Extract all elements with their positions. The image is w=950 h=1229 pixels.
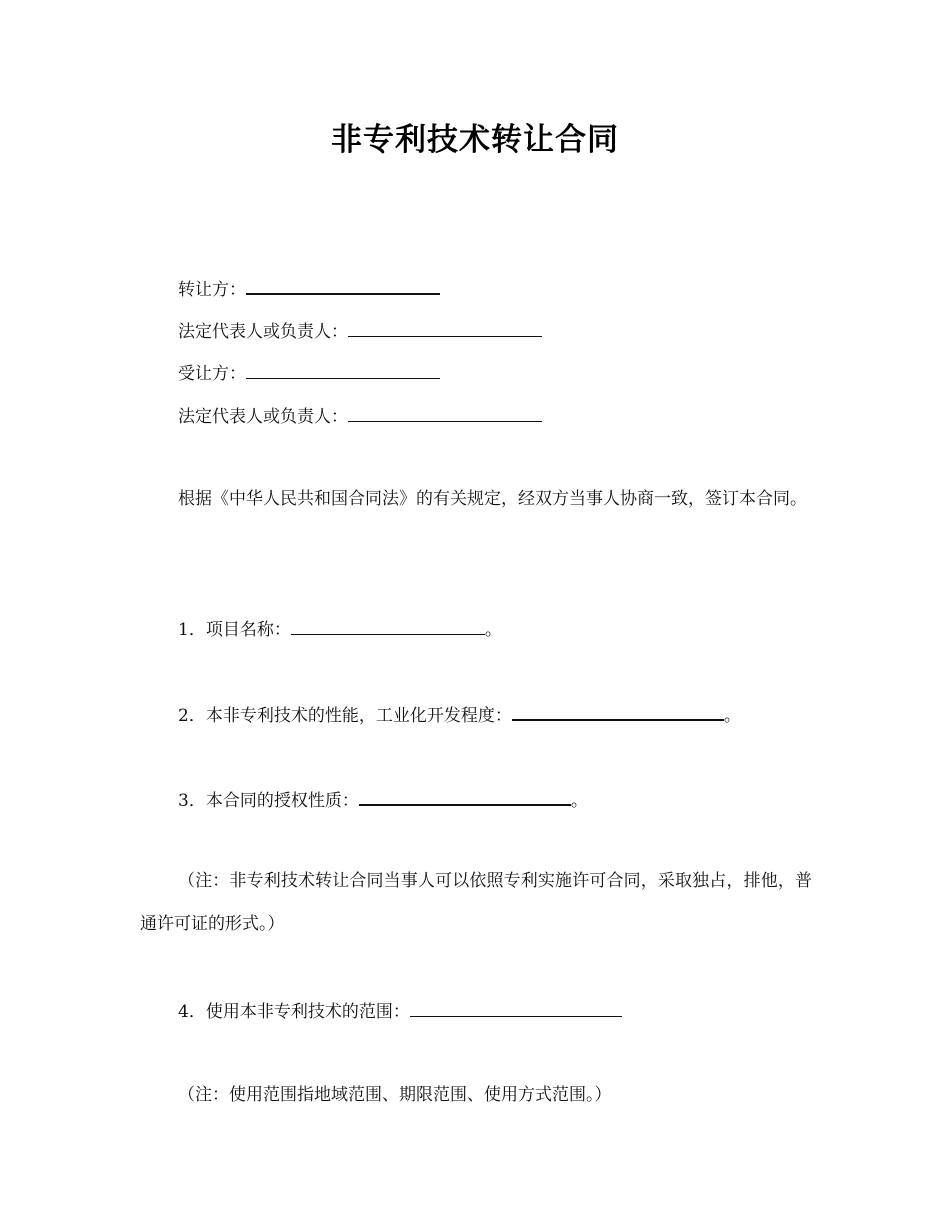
note-scope-definition: （注：使用范围指地域范围、期限范围、使用方式范围。） xyxy=(178,1085,612,1105)
item-project-name-field[interactable] xyxy=(291,616,485,635)
transferor-representative-label: 法定代表人或负责人： xyxy=(178,322,348,342)
item-performance-suffix: 。 xyxy=(723,706,741,726)
party-transferor-field[interactable] xyxy=(246,275,440,295)
party-transferor-row xyxy=(178,275,440,302)
item-scope-label: 4．使用本非专利技术的范围： xyxy=(178,1002,410,1022)
document-title: 非专利技术转让合同 xyxy=(331,122,619,158)
item-project-name-suffix: 。 xyxy=(484,620,502,640)
item-authorization-suffix: 。 xyxy=(570,791,588,811)
item-authorization-field[interactable] xyxy=(359,786,571,806)
item-authorization-row xyxy=(178,786,588,813)
transferee-representative-field[interactable] xyxy=(348,403,542,422)
preamble-paragraph: 根据《中华人民共和国合同法》的有关规定，经双方当事人协商一致，签订本合同。 xyxy=(178,489,807,509)
note-license-forms: （注：非专利技术转让合同当事人可以依照专利实施许可合同，采取独占，排他，普通许可证的形式。） xyxy=(140,871,812,934)
item-scope-row xyxy=(178,998,622,1024)
item-performance-field[interactable] xyxy=(512,701,724,721)
party-transferee-field[interactable] xyxy=(246,360,440,379)
transferor-representative-field[interactable] xyxy=(348,318,542,337)
party-transferee-row xyxy=(178,360,440,386)
item-performance-row xyxy=(178,701,741,728)
party-transferee-label: 受让方： xyxy=(178,364,246,384)
transferor-representative-row xyxy=(178,318,542,344)
item-performance-label: 2．本非专利技术的性能，工业化开发程度： xyxy=(178,706,512,726)
item-authorization-label: 3．本合同的授权性质： xyxy=(178,791,359,811)
item-scope-field[interactable] xyxy=(410,998,622,1017)
transferee-representative-label: 法定代表人或负责人： xyxy=(178,407,348,427)
transferee-representative-row xyxy=(178,403,542,429)
party-transferor-label: 转让方： xyxy=(178,280,246,300)
item-project-name-label: 1．项目名称： xyxy=(178,620,291,640)
item-project-name-row xyxy=(178,616,502,642)
